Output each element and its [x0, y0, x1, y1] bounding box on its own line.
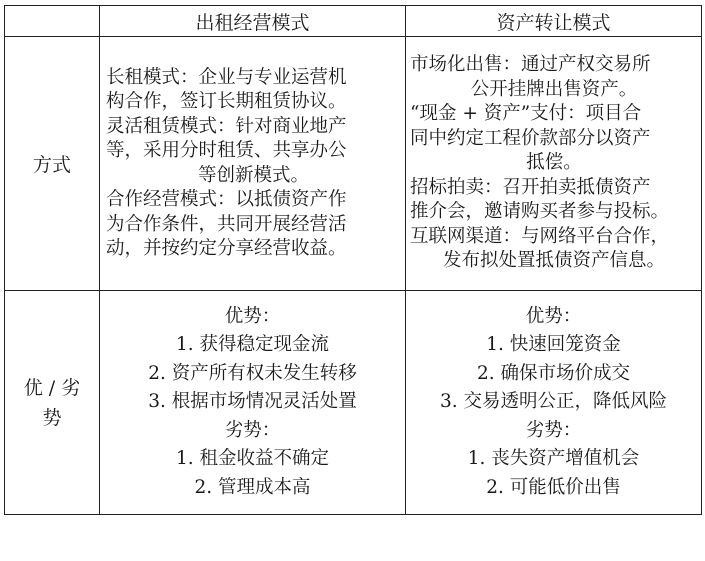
- cons-item: 1. 丧失资产增值机会: [467, 448, 640, 470]
- cons-item: 2. 管理成本高: [194, 476, 311, 498]
- text-line: 动，并按约定分享经营收益。: [106, 238, 347, 259]
- lease-pros-cons-cell: [100, 291, 406, 515]
- text-line: 推介会，邀请购买者参与投标。: [410, 201, 670, 223]
- method-row: [5, 37, 702, 291]
- cons-item: 1. 租金收益不确定: [175, 448, 330, 470]
- pros-cons-row-label: [5, 291, 100, 515]
- text-line: 发布拟处置抵债资产信息。: [442, 250, 665, 272]
- text-line: 公开挂牌出售资产。: [470, 78, 638, 100]
- market-sale-paragraph: [410, 53, 698, 102]
- method-transfer-cell: [406, 37, 702, 291]
- header-lease-mode: 出租经营模式: [100, 6, 406, 37]
- row-label-line: 优 / 劣: [23, 376, 81, 399]
- text-line: “现金 + 资产”支付：项目合: [410, 103, 642, 125]
- tender-auction-paragraph: [410, 176, 698, 225]
- pros-title: 优势：: [224, 305, 281, 327]
- text-line: 构合作，签订长期租赁协议。: [106, 91, 347, 112]
- text-line: 招标拍卖：召开拍卖抵债资产: [410, 176, 651, 198]
- header-row: [5, 6, 702, 37]
- method-lease-cell: [100, 37, 406, 291]
- pros-cons-row: [5, 291, 702, 515]
- cooperative-operation-paragraph: [106, 188, 401, 262]
- header-transfer-mode: 资产转让模式: [406, 6, 702, 37]
- pros-item: 1. 获得稳定现金流: [175, 334, 330, 356]
- transfer-pros-cons-cell: [406, 291, 702, 515]
- text-line: 长租模式：企业与专业运营机: [106, 66, 347, 88]
- cons-title: 劣势：: [224, 419, 281, 441]
- comparison-table-container: [4, 5, 701, 515]
- comparison-table: [4, 5, 702, 515]
- pros-title: 优势：: [525, 305, 582, 327]
- pros-item: 2. 资产所有权未发生转移: [148, 362, 357, 384]
- text-line: 等，采用分时租赁、共享办公: [106, 140, 347, 161]
- text-line: 为合作条件，共同开展经营活: [106, 213, 347, 235]
- internet-channel-paragraph: [410, 225, 698, 274]
- text-line: 合作经营模式：以抵债资产作: [106, 189, 347, 210]
- pros-item: 3. 根据市场情况灵活处置: [148, 391, 357, 413]
- cash-plus-asset-paragraph: [410, 102, 698, 176]
- text-line: 同中约定工程价款部分以资产: [410, 127, 651, 149]
- long-lease-paragraph: [106, 66, 401, 115]
- method-row-label: 方式: [5, 37, 100, 291]
- header-corner: [5, 6, 100, 37]
- pros-item: 3. 交易透明公正，降低风险: [439, 391, 668, 413]
- text-line: 灵活租赁模式：针对商业地产: [106, 115, 347, 137]
- pros-item: 1. 快速回笼资金: [486, 334, 621, 356]
- pros-item: 2. 确保市场价成交: [476, 362, 631, 384]
- text-line: 互联网渠道：与网络平台合作，: [410, 225, 670, 247]
- cons-item: 2. 可能低价出售: [486, 476, 621, 498]
- row-label-line: 势: [42, 406, 62, 429]
- text-line: 抵偿。: [526, 152, 582, 174]
- cons-title: 劣势：: [525, 419, 582, 441]
- flexible-lease-paragraph: [106, 115, 401, 189]
- text-line: 等创新模式。: [197, 164, 309, 186]
- text-line: 市场化出售：通过产权交易所: [410, 54, 651, 76]
